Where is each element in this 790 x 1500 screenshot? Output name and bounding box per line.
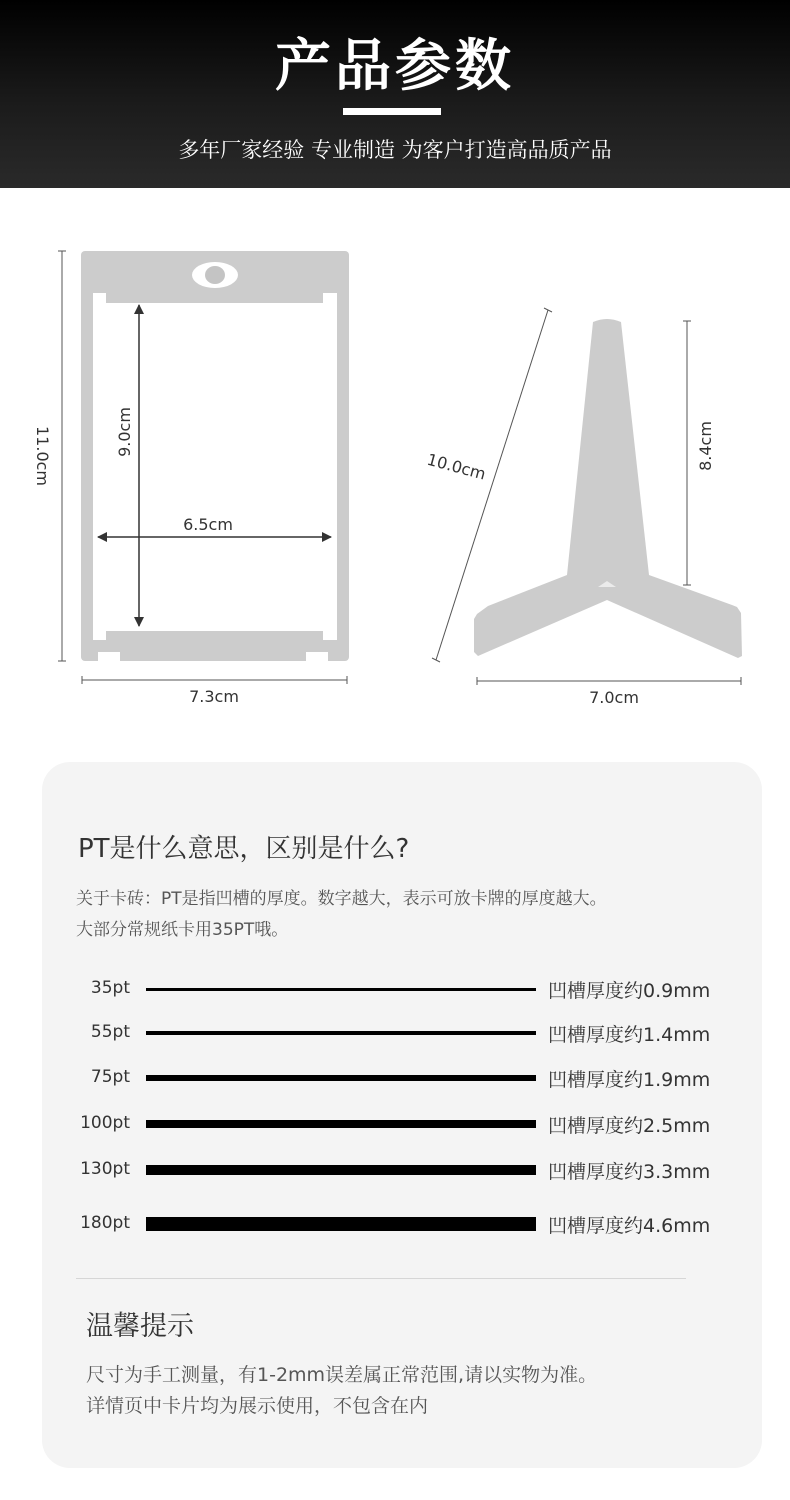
pt-row — [42, 1063, 762, 1093]
pt-thickness-value: 凹槽厚度约3.3mm — [548, 1161, 711, 1183]
pt-label: 55pt — [90, 1022, 130, 1042]
stand-diagram — [425, 308, 742, 707]
pt-thickness-value: 凹槽厚度约1.9mm — [548, 1069, 711, 1091]
pt-thickness-value: 凹槽厚度约4.6mm — [548, 1215, 711, 1237]
tip-line: 尺寸为手工测量，有1-2mm误差属正常范围,请以实物为准。 — [86, 1364, 598, 1386]
pt-question-title: PT是什么意思，区别是什么? — [78, 834, 410, 864]
pt-thickness-value: 凹槽厚度约2.5mm — [548, 1115, 711, 1137]
tip-line: 详情页中卡片均为展示使用，不包含在内 — [86, 1395, 429, 1417]
page-subtitle: 多年厂家经验 专业制造 为客户打造高品质产品 — [178, 138, 612, 162]
dimension-diagrams — [0, 230, 790, 720]
stand-width-label: 7.0cm — [589, 688, 639, 707]
stand-height-label: 8.4cm — [696, 421, 715, 471]
inner-width-label: 6.5cm — [183, 515, 233, 534]
pt-label: 75pt — [90, 1067, 130, 1087]
pt-info-panel — [42, 762, 762, 1468]
tip-title: 温馨提示 — [86, 1311, 194, 1342]
tip-text — [86, 1360, 597, 1422]
section-divider — [76, 1278, 686, 1279]
card-height-label: 11.0cm — [33, 425, 52, 487]
inner-height-label: 9.0cm — [115, 407, 134, 457]
pt-row — [42, 1209, 762, 1239]
header-banner — [0, 0, 790, 188]
pt-row — [42, 974, 762, 1004]
pt-thickness-value: 凹槽厚度约0.9mm — [548, 980, 711, 1002]
card-width-label: 7.3cm — [189, 687, 239, 706]
pt-description — [76, 884, 607, 946]
pt-thickness-line — [146, 988, 536, 991]
pt-description-line: 大部分常规纸卡用35PT哦。 — [76, 920, 289, 940]
pt-thickness-line — [146, 1120, 536, 1128]
stand-slant-label: 10.0cm — [424, 449, 488, 484]
pt-thickness-value: 凹槽厚度约1.4mm — [548, 1024, 711, 1046]
card-holder-diagram — [33, 251, 349, 706]
pt-description-line: 关于卡砖：PT是指凹槽的厚度。数字越大，表示可放卡牌的厚度越大。 — [76, 889, 607, 909]
card-holder-inner-window — [93, 293, 337, 640]
pt-label: 180pt — [80, 1213, 130, 1233]
pt-row — [42, 1109, 762, 1139]
pt-label: 35pt — [90, 978, 130, 998]
pt-thickness-line — [146, 1075, 536, 1081]
pt-label: 130pt — [80, 1159, 130, 1179]
title-underline — [343, 108, 441, 115]
stand-shape — [474, 319, 742, 658]
pt-thickness-line — [146, 1031, 536, 1035]
pt-row — [42, 1018, 762, 1048]
pt-thickness-line — [146, 1165, 536, 1175]
pt-label: 100pt — [80, 1113, 130, 1133]
pt-thickness-line — [146, 1217, 536, 1231]
pt-row — [42, 1155, 762, 1185]
page-title: 产品参数 — [275, 34, 515, 99]
